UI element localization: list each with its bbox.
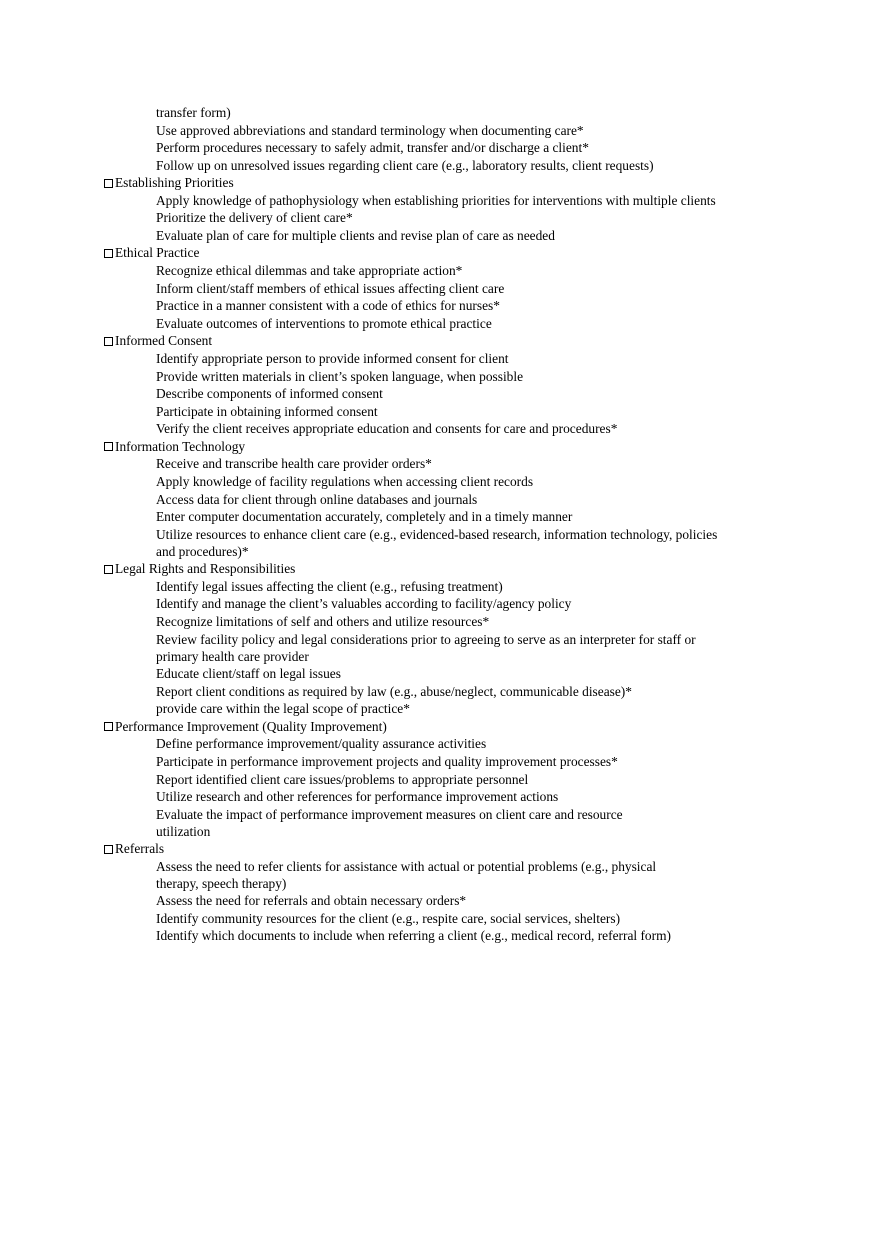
list-item: Define performance improvement/quality assurance activities bbox=[156, 736, 487, 752]
checkbox-icon bbox=[104, 565, 113, 574]
section-performance-improvement bbox=[0, 718, 880, 840]
list-item: Identify and manage the client’s valuables according to facility/agency policy bbox=[156, 596, 572, 612]
list-item: Evaluate plan of care for multiple clients and revise plan of care as needed bbox=[156, 227, 555, 243]
list-item: Follow up on unresolved issues regarding client care (e.g., laboratory results, client requests) bbox=[156, 157, 654, 173]
list-item: Utilize research and other references for performance improvement actions bbox=[156, 789, 559, 805]
list-item: Apply knowledge of facility regulations when accessing client records bbox=[156, 474, 534, 490]
list-item: Participate in obtaining informed consent bbox=[156, 403, 378, 419]
section-heading bbox=[0, 174, 880, 192]
list-item: Identify appropriate person to provide informed consent for client bbox=[156, 350, 509, 366]
section-establishing-priorities bbox=[0, 174, 880, 244]
list-item: Utilize resources to enhance client care (e.g., evidenced-based research, information technology, policies and procedures)* bbox=[156, 526, 718, 560]
checkbox-icon bbox=[104, 337, 113, 346]
list-item: Verify the client receives appropriate education and consents for care and procedures* bbox=[156, 421, 618, 437]
list-item: Enter computer documentation accurately, completely and in a timely manner bbox=[156, 509, 573, 525]
checkbox-icon bbox=[104, 249, 113, 258]
list-item: Review facility policy and legal considerations prior to agreeing to serve as an interpreter for staff or primary health care provider bbox=[156, 631, 696, 664]
list-item: Assess the need for referrals and obtain necessary orders* bbox=[156, 893, 467, 909]
section-heading bbox=[0, 840, 880, 858]
list-item: transfer form) bbox=[156, 105, 231, 120]
intro-list bbox=[0, 104, 880, 174]
list-item: Provide written materials in client’s spoken language, when possible bbox=[156, 368, 524, 384]
list-item: Recognize ethical dilemmas and take appropriate action* bbox=[156, 262, 463, 278]
section-heading bbox=[0, 560, 880, 578]
list-item: Identify legal issues affecting the client (e.g., refusing treatment) bbox=[156, 578, 503, 594]
list-item: Identify community resources for the client (e.g., respite care, social services, shelters) bbox=[156, 910, 621, 926]
section-information-technology bbox=[0, 438, 880, 560]
list-item: Educate client/staff on legal issues bbox=[156, 666, 341, 682]
list-item: Describe components of informed consent bbox=[156, 386, 383, 402]
checkbox-icon bbox=[104, 179, 113, 188]
section-heading bbox=[0, 718, 880, 736]
list-item: Recognize limitations of self and others and utilize resources* bbox=[156, 614, 490, 630]
list-item: Apply knowledge of pathophysiology when establishing priorities for interventions with multiple clients bbox=[156, 192, 716, 208]
list-item: Report client conditions as required by law (e.g., abuse/neglect, communicable disease)* bbox=[156, 683, 632, 699]
section-title: Referrals bbox=[115, 841, 165, 857]
section-title: Legal Rights and Responsibilities bbox=[115, 561, 296, 577]
section-title: Ethical Practice bbox=[115, 245, 200, 261]
section-heading bbox=[0, 244, 880, 262]
list-item: Report identified client care issues/problems to appropriate personnel bbox=[156, 771, 529, 787]
list-item: Participate in performance improvement projects and quality improvement processes* bbox=[156, 754, 618, 770]
list-item: Practice in a manner consistent with a code of ethics for nurses* bbox=[156, 298, 500, 314]
section-referrals bbox=[0, 840, 880, 945]
section-title: Establishing Priorities bbox=[115, 175, 234, 191]
checkbox-icon bbox=[104, 722, 113, 731]
checkbox-icon bbox=[104, 845, 113, 854]
section-heading bbox=[0, 438, 880, 456]
section-legal-rights bbox=[0, 560, 880, 718]
section-title: Information Technology bbox=[115, 438, 246, 454]
section-title: Performance Improvement (Quality Improvement) bbox=[115, 718, 387, 734]
list-item: Assess the need to refer clients for assistance with actual or potential problems (e.g., physical therapy, speech therapy) bbox=[156, 858, 657, 891]
section-title: Informed Consent bbox=[115, 333, 213, 349]
checkbox-icon bbox=[104, 442, 113, 451]
list-item: Use approved abbreviations and standard terminology when documenting care* bbox=[156, 122, 584, 138]
section-informed-consent bbox=[0, 332, 880, 438]
list-item: provide care within the legal scope of practice* bbox=[156, 701, 410, 717]
list-item: Perform procedures necessary to safely admit, transfer and/or discharge a client* bbox=[156, 140, 589, 156]
list-item: Inform client/staff members of ethical issues affecting client care bbox=[156, 280, 505, 296]
list-item: Access data for client through online databases and journals bbox=[156, 491, 478, 507]
list-item: Receive and transcribe health care provider orders* bbox=[156, 456, 432, 472]
list-item: Identify which documents to include when referring a client (e.g., medical record, referral form) bbox=[156, 928, 671, 944]
document-page bbox=[0, 104, 880, 945]
section-ethical-practice bbox=[0, 244, 880, 332]
list-item: Prioritize the delivery of client care* bbox=[156, 210, 353, 226]
list-item: Evaluate the impact of performance improvement measures on client care and resource utilization bbox=[156, 806, 623, 839]
section-heading bbox=[0, 332, 880, 350]
list-item: Evaluate outcomes of interventions to promote ethical practice bbox=[156, 315, 492, 331]
